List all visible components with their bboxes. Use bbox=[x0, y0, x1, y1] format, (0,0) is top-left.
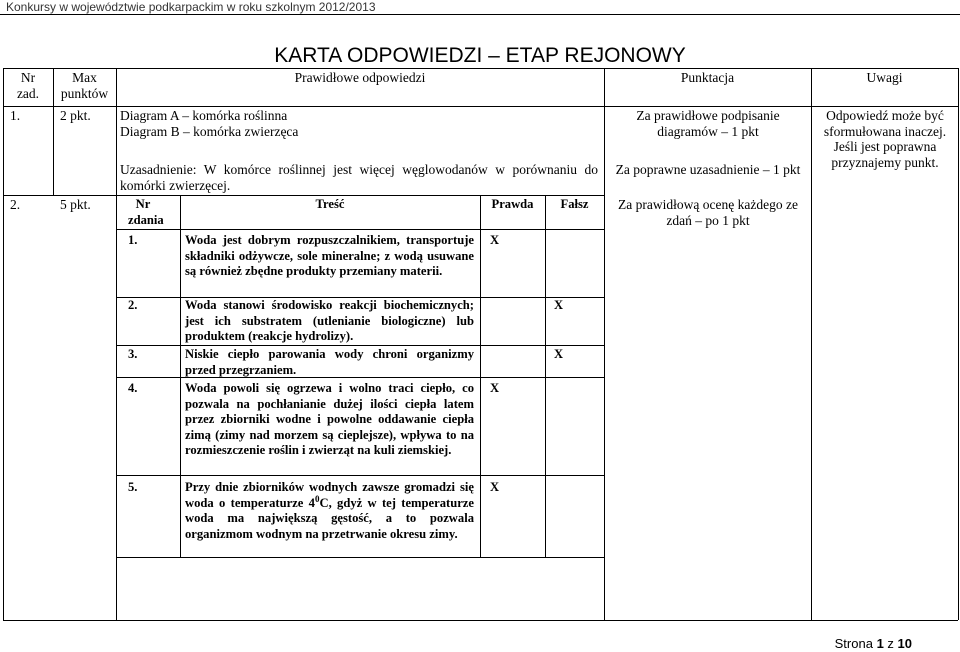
inner-col-sep-nr bbox=[180, 195, 181, 557]
table-top-border bbox=[3, 68, 958, 69]
s4-text: Woda powoli się ogrzewa i wolno traci ciepło, co pozwala na pochłanianie dużej ilości ciepła latem przez zbiorniki wodne i powolne oddawanie ciepła zimą (zimy nad morzem są cieplejsze), wpływa to na rozmieszczenie roślin i zwierząt na kuli ziemskiej. bbox=[185, 381, 474, 457]
task1-note: Odpowiedź może być sformułowana inaczej. Jeśli jest poprawna przyznajemy punkt. bbox=[823, 108, 947, 170]
inner-header-bottom bbox=[116, 229, 604, 230]
s5-bottom bbox=[116, 557, 604, 558]
s4-bottom bbox=[116, 475, 604, 476]
table-left-border bbox=[3, 68, 4, 620]
s3-false-mark: X bbox=[554, 347, 564, 361]
s2-text: Woda stanowi środowisko reakcji biochemicznych; jest ich substratem (utlenianie biologiczne) lub produktem (reakcje hydrolizy). bbox=[185, 298, 474, 343]
col-sep-answers bbox=[604, 68, 605, 620]
task2-max: 5 pkt. bbox=[60, 197, 91, 212]
header-nr-line1: Nr bbox=[20, 70, 36, 85]
table-bottom-border bbox=[3, 620, 958, 621]
header-max bbox=[53, 70, 116, 101]
s5-true-mark: X bbox=[490, 480, 500, 494]
task1-score-diagrams: Za prawidłowe podpisanie diagramów – 1 pkt bbox=[636, 108, 780, 139]
task1-bottom-border bbox=[3, 195, 116, 196]
s1-text: Woda jest dobrym rozpuszczalnikiem, transportuje składniki odżywcze, sole mineralne; z wodą usuwane są również zbędne produkty przemiany materii. bbox=[185, 233, 474, 278]
task1-nr: 1. bbox=[10, 108, 21, 123]
s4-true-mark: X bbox=[490, 381, 500, 395]
inner-header-nr-line1: Nr bbox=[135, 197, 151, 211]
inner-header-true: Prawda bbox=[491, 197, 534, 211]
s2-false-mark: X bbox=[554, 298, 564, 312]
task2-score: Za prawidłową ocenę każdego ze zdań – po 1 pkt bbox=[618, 197, 798, 228]
s4-nr: 4. bbox=[128, 381, 138, 395]
inner-header-false: Fałsz bbox=[560, 197, 589, 211]
s2-nr: 2. bbox=[128, 298, 138, 312]
table-header-border bbox=[3, 106, 958, 107]
s2-bottom bbox=[116, 345, 604, 346]
s1-true-mark: X bbox=[490, 233, 500, 247]
task1-diagram-a: Diagram A – komórka roślinna bbox=[120, 108, 288, 123]
inner-header-content: Treść bbox=[315, 197, 345, 211]
inner-header-nr-line2: zdania bbox=[128, 212, 164, 227]
s1-nr: 1. bbox=[128, 233, 138, 247]
header-scoring: Punktacja bbox=[680, 70, 735, 85]
footer-page-number: 1 bbox=[876, 636, 884, 651]
header-nr bbox=[3, 70, 53, 101]
footer-prefix: Strona bbox=[834, 636, 877, 651]
header-rule bbox=[0, 14, 960, 15]
s5-text-after: C, gdyż w tej temperaturze woda ma największą gęstość, a to pozwala organizmom wodnym na przetrwanie okresu zimy. bbox=[185, 495, 474, 541]
s3-text: Niskie ciepło parowania wody chroni organizmy przed przegrzaniem. bbox=[185, 347, 474, 377]
page-title: KARTA ODPOWIEDZI – ETAP REJONOWY bbox=[274, 44, 686, 67]
inner-col-sep-content bbox=[480, 195, 481, 557]
s5-text-before: Przy dnie zbiorników wodnych zawsze gromadzi się woda o temperaturze 4 bbox=[185, 480, 474, 510]
table-right-border bbox=[958, 68, 959, 620]
header-nr-line2: zad. bbox=[16, 85, 40, 101]
footer-page-total: 10 bbox=[897, 636, 912, 651]
inner-col-sep-true bbox=[545, 195, 546, 557]
task2-nr: 2. bbox=[10, 197, 21, 212]
inner-header-nr bbox=[128, 197, 180, 228]
header-answers: Prawidłowe odpowiedzi bbox=[294, 70, 426, 85]
s5-text bbox=[185, 480, 474, 542]
task1-max: 2 pkt. bbox=[60, 108, 91, 123]
col-sep-max bbox=[116, 68, 117, 620]
s3-nr: 3. bbox=[128, 347, 138, 361]
task1-score-reason: Za poprawne uzasadnienie – 1 pkt bbox=[615, 162, 801, 177]
header-max-line2: punktów bbox=[60, 85, 109, 101]
s5-degree: 0 bbox=[314, 493, 320, 504]
header-notes: Uwagi bbox=[866, 70, 903, 85]
task1-diagram-b: Diagram B – komórka zwierzęca bbox=[120, 124, 299, 139]
task1-reason: Uzasadnienie: W komórce roślinnej jest więcej węglowodanów w porównaniu do komórki zwierzęcej. bbox=[120, 162, 598, 193]
inner-table-top bbox=[116, 195, 604, 196]
footer-separator: z bbox=[883, 636, 898, 651]
running-header: Konkursy w województwie podkarpackim w roku szkolnym 2012/2013 bbox=[6, 0, 376, 14]
header-max-line1: Max bbox=[72, 70, 97, 85]
s5-nr: 5. bbox=[128, 480, 138, 494]
page-footer bbox=[835, 636, 912, 651]
